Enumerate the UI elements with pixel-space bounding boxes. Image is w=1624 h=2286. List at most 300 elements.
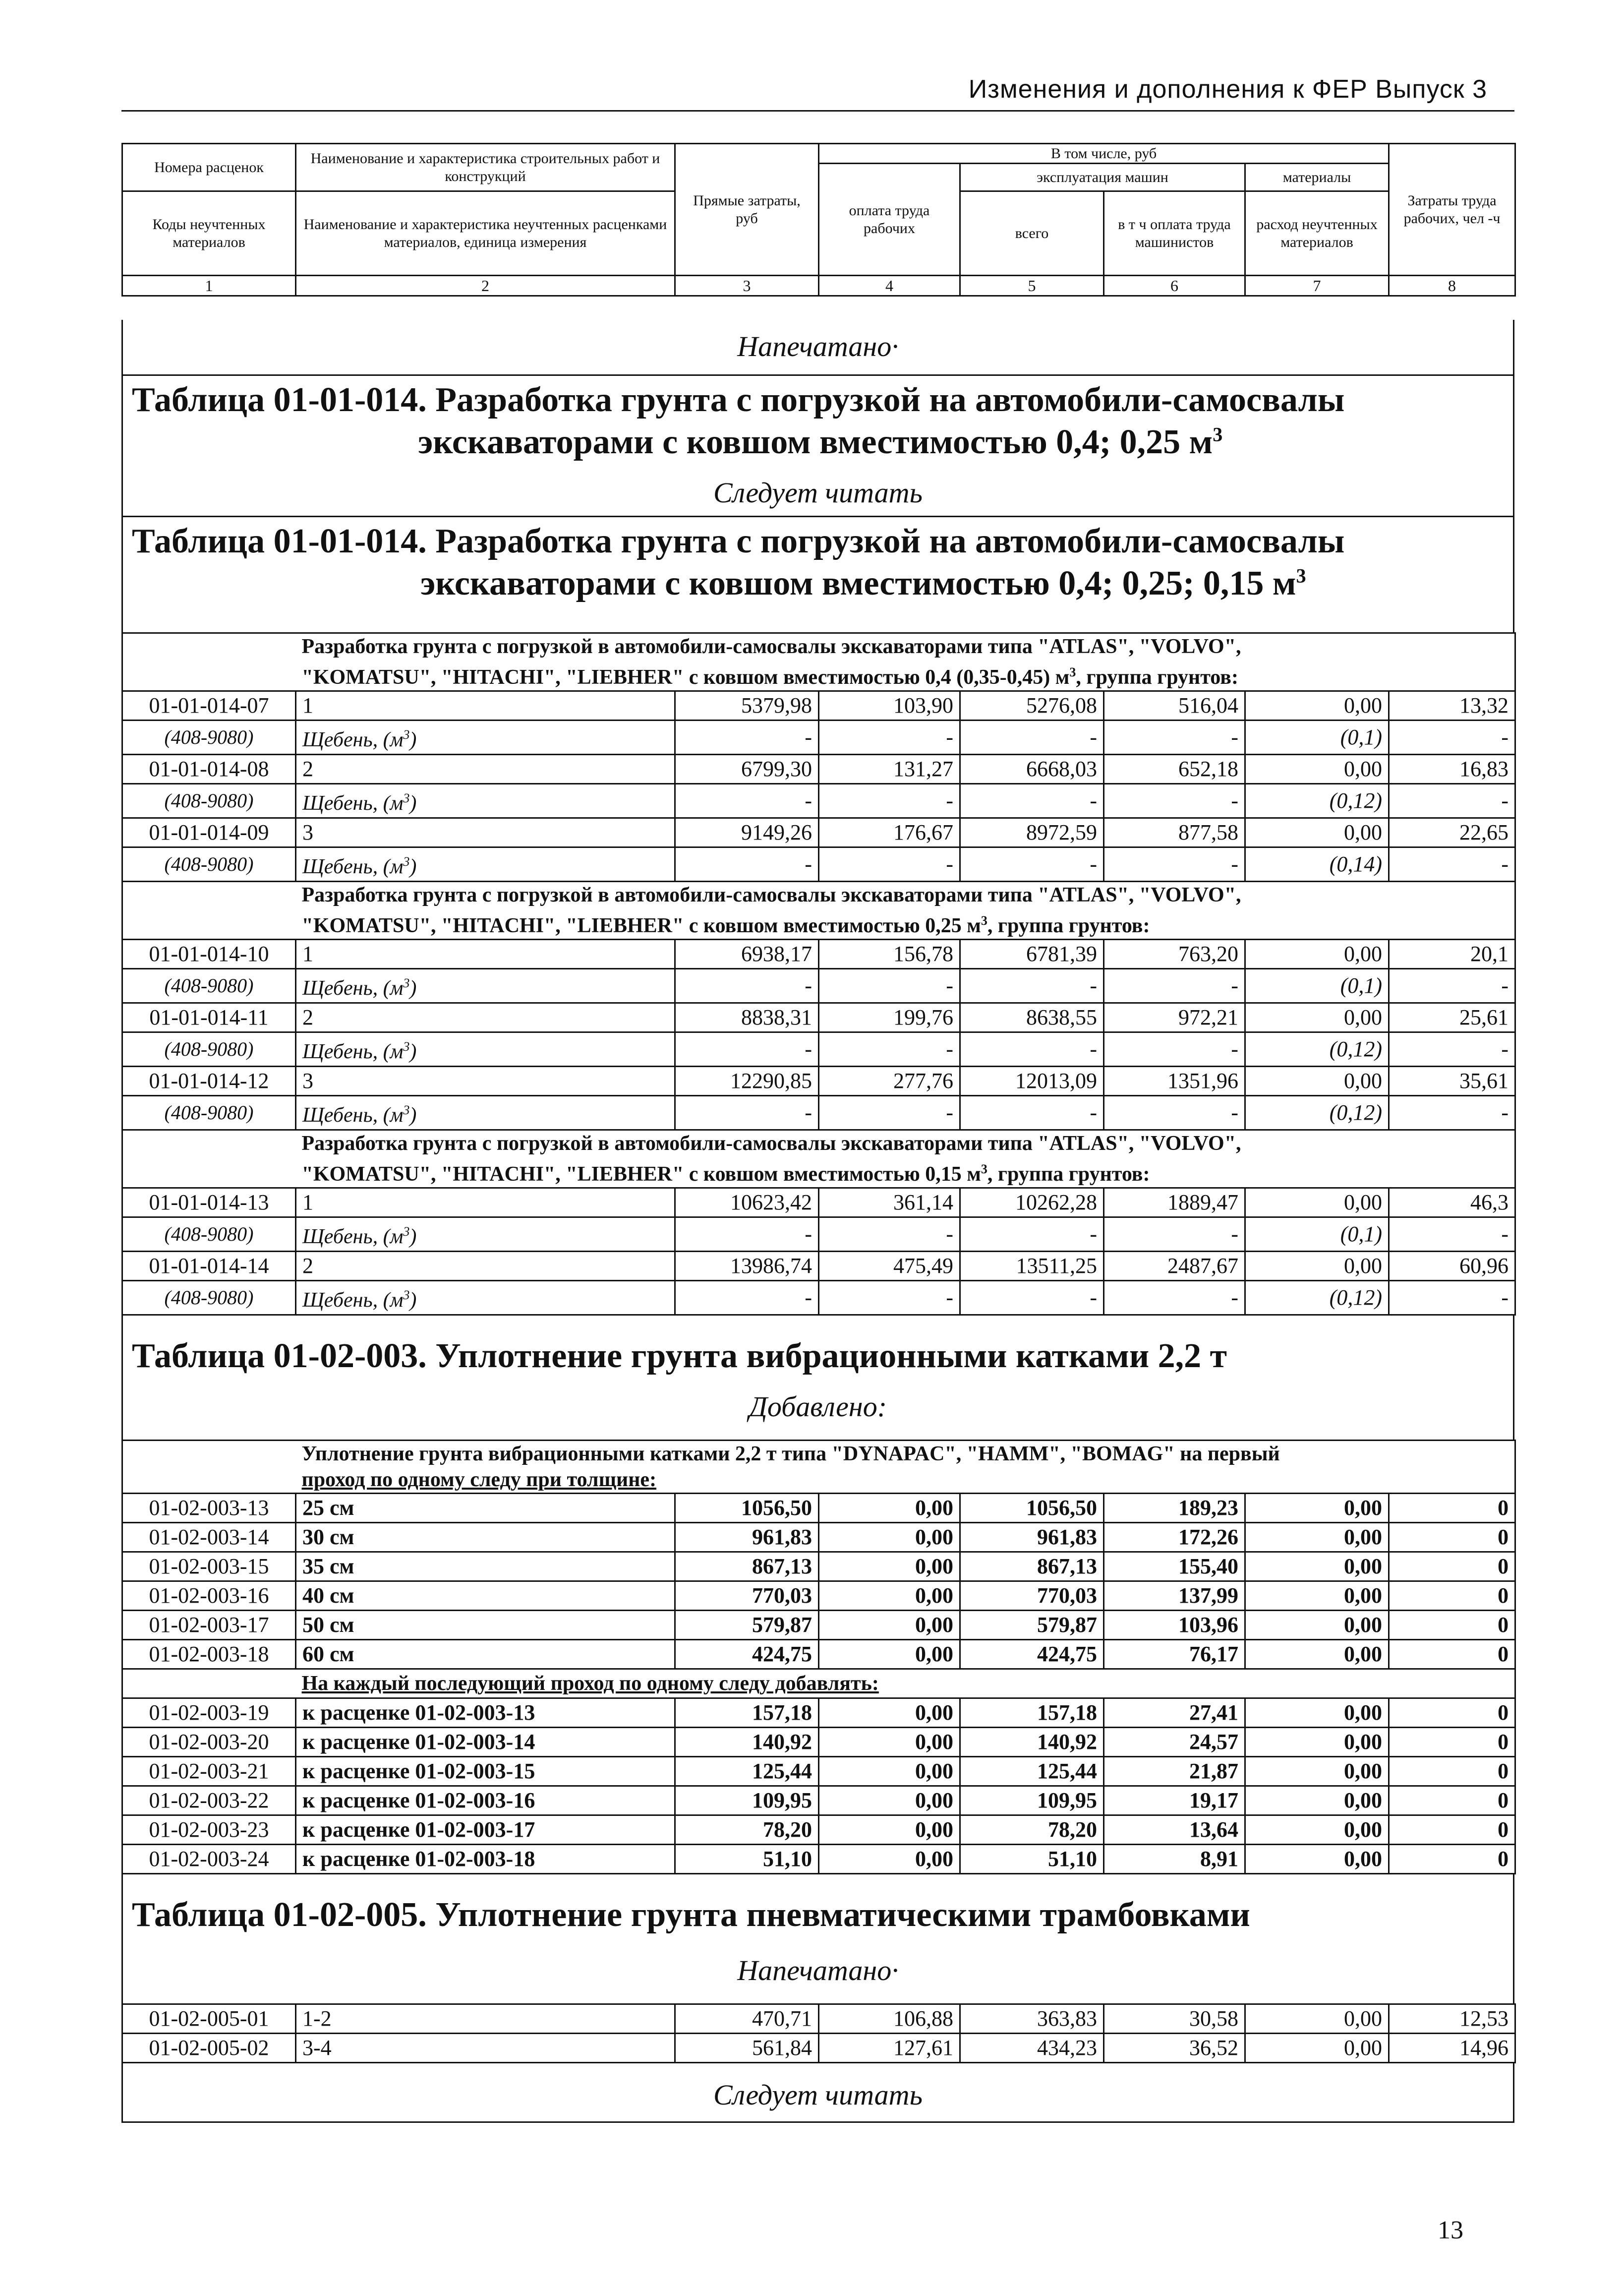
rate-name: 3-4 bbox=[296, 2034, 675, 2063]
value-c5: 363,83 bbox=[960, 2004, 1104, 2034]
value-c4: 0,00 bbox=[819, 1698, 960, 1728]
old-title-line-1: Таблица 01-01-014. Разработка грунта с погрузкой на автомобили-самосвалы bbox=[132, 381, 1345, 419]
table-row bbox=[122, 2034, 1515, 2063]
t3-title: Таблица 01-02-005. Уплотнение грунта пневматическими трамбовками bbox=[132, 1896, 1250, 1934]
value-c7: 0,00 bbox=[1245, 2004, 1389, 2034]
dash-cell: - bbox=[1104, 969, 1245, 1003]
value-c3: 5379,98 bbox=[675, 691, 819, 721]
material-code: (408-9080) bbox=[122, 784, 296, 818]
value-c5: 434,23 bbox=[960, 2034, 1104, 2063]
material-code: (408-9080) bbox=[122, 847, 296, 882]
blank-cell bbox=[122, 1441, 296, 1494]
value-c7: 0,00 bbox=[1245, 1640, 1389, 1669]
dash-cell: - bbox=[819, 969, 960, 1003]
value-c3: 10623,42 bbox=[675, 1188, 819, 1217]
value-c3: 961,83 bbox=[675, 1523, 819, 1552]
table-row bbox=[122, 1581, 1515, 1611]
value-c7: 0,00 bbox=[1245, 818, 1389, 847]
rate-code: 01-02-003-15 bbox=[122, 1552, 296, 1581]
table-row bbox=[122, 1494, 1515, 1523]
value-c7: 0,00 bbox=[1245, 1611, 1389, 1640]
header-group: В том числе, руб bbox=[819, 144, 1389, 164]
rate-name: 3 bbox=[296, 1067, 675, 1096]
rate-name: 50 см bbox=[296, 1611, 675, 1640]
material-code: (408-9080) bbox=[122, 721, 296, 755]
rate-code: 01-02-005-02 bbox=[122, 2034, 296, 2063]
value-c8: 12,53 bbox=[1389, 2004, 1515, 2034]
blank-cell bbox=[122, 633, 296, 691]
rate-name: 60 см bbox=[296, 1640, 675, 1669]
rate-code: 01-01-014-11 bbox=[122, 1003, 296, 1032]
value-c7: 0,00 bbox=[1245, 1581, 1389, 1611]
dash-cell: - bbox=[675, 1281, 819, 1315]
value-c4: 103,90 bbox=[819, 691, 960, 721]
value-c6: 76,17 bbox=[1104, 1640, 1245, 1669]
col-num: 1 bbox=[122, 276, 296, 296]
group-header-row bbox=[122, 1441, 1515, 1494]
value-c5: 8972,59 bbox=[960, 818, 1104, 847]
material-name: Щебень, $(м^3)$ bbox=[296, 1096, 675, 1130]
rate-name: 1 bbox=[296, 940, 675, 969]
section-t3-footer bbox=[121, 2063, 1514, 2123]
value-c3: 470,71 bbox=[675, 2004, 819, 2034]
value-c3: 6799,30 bbox=[675, 755, 819, 784]
value-c7: 0,00 bbox=[1245, 1252, 1389, 1281]
value-c5: 5276,08 bbox=[960, 691, 1104, 721]
value-c5: 961,83 bbox=[960, 1523, 1104, 1552]
value-c7: 0,00 bbox=[1245, 1552, 1389, 1581]
group-description: Разработка грунта с погрузкой в автомобили-самосвалы экскаваторами типа "ATLAS", "VOLVO", "KOMATSU", "HITACHI", "LIEBHER" с ковшом вместимостью 0,15 $м^3$, группа грунтов: bbox=[296, 1130, 1515, 1188]
value-c3: 770,03 bbox=[675, 1581, 819, 1611]
value-c4: 176,67 bbox=[819, 818, 960, 847]
value-c8: 0 bbox=[1389, 1698, 1515, 1728]
material-name: Щебень, $(м^3)$ bbox=[296, 784, 675, 818]
page-number: 13 bbox=[1438, 2216, 1463, 2244]
dash-cell: - bbox=[1104, 1281, 1245, 1315]
value-c4: 0,00 bbox=[819, 1757, 960, 1786]
section-t3-heading bbox=[121, 1874, 1514, 2003]
value-c3: 109,95 bbox=[675, 1786, 819, 1815]
value-c5: 770,03 bbox=[960, 1581, 1104, 1611]
group-header-row bbox=[122, 633, 1515, 691]
material-name: Щебень, $(м^3)$ bbox=[296, 1217, 675, 1252]
material-row bbox=[122, 1096, 1515, 1130]
dash-cell: - bbox=[1104, 1217, 1245, 1252]
rate-name: 2 bbox=[296, 1252, 675, 1281]
value-c6: 36,52 bbox=[1104, 2034, 1245, 2063]
header-rule bbox=[121, 110, 1514, 112]
value-c8: 14,96 bbox=[1389, 2034, 1515, 2063]
dash-cell: - bbox=[675, 1032, 819, 1067]
header-c7: расход неучтенных материалов bbox=[1245, 191, 1389, 276]
value-c4: 0,00 bbox=[819, 1786, 960, 1815]
dash-cell: - bbox=[1104, 847, 1245, 882]
material-row bbox=[122, 784, 1515, 818]
dash-cell: - bbox=[1104, 1032, 1245, 1067]
value-c8: 0 bbox=[1389, 1757, 1515, 1786]
value-c6: 972,21 bbox=[1104, 1003, 1245, 1032]
table-row bbox=[122, 818, 1515, 847]
value-c6: 21,87 bbox=[1104, 1757, 1245, 1786]
header-c1-bottom: Коды неучтенных материалов bbox=[122, 191, 296, 276]
header-c2-bottom: Наименование и характеристика неучтенных расценками материалов, единица измерения bbox=[296, 191, 675, 276]
value-c7: 0,00 bbox=[1245, 940, 1389, 969]
printed-label-2: Напечатано· bbox=[737, 1954, 899, 1986]
value-c7: 0,00 bbox=[1245, 1786, 1389, 1815]
table-row bbox=[122, 1003, 1515, 1032]
rate-code: 01-02-003-24 bbox=[122, 1845, 296, 1874]
col-num: 6 bbox=[1104, 276, 1245, 296]
dash-cell: - bbox=[819, 784, 960, 818]
value-c6: 30,58 bbox=[1104, 2004, 1245, 2034]
dash-cell: - bbox=[675, 1217, 819, 1252]
table-row bbox=[122, 1757, 1515, 1786]
group-header-row bbox=[122, 1130, 1515, 1188]
value-c4: 0,00 bbox=[819, 1815, 960, 1845]
value-c3: 867,13 bbox=[675, 1552, 819, 1581]
dash-cell: - bbox=[960, 784, 1104, 818]
rate-name: 25 см bbox=[296, 1494, 675, 1523]
rate-name: к расценке 01-02-003-17 bbox=[296, 1815, 675, 1845]
value-c8: 0 bbox=[1389, 1786, 1515, 1815]
dash-cell: - bbox=[960, 847, 1104, 882]
rate-name: к расценке 01-02-003-18 bbox=[296, 1845, 675, 1874]
value-c8: 13,32 bbox=[1389, 691, 1515, 721]
printed-label: Напечатано· bbox=[737, 330, 899, 362]
rate-name: к расценке 01-02-003-14 bbox=[296, 1728, 675, 1757]
value-c3: 51,10 bbox=[675, 1845, 819, 1874]
should-read-label: Следует читать bbox=[713, 477, 923, 509]
value-c7: 0,00 bbox=[1245, 1845, 1389, 1874]
value-c6: 1351,96 bbox=[1104, 1067, 1245, 1096]
material-consumption: (0,1) bbox=[1245, 1217, 1389, 1252]
value-c6: 13,64 bbox=[1104, 1815, 1245, 1845]
material-consumption: (0,1) bbox=[1245, 969, 1389, 1003]
rate-code: 01-02-003-19 bbox=[122, 1698, 296, 1728]
rate-name: 35 см bbox=[296, 1552, 675, 1581]
table-01-02-003 bbox=[121, 1440, 1516, 1874]
new-title-line-2: экскаваторами с ковшом вместимостью 0,4; 0,25; 0,15 $м^3$ bbox=[420, 564, 1306, 602]
running-header: Изменения и дополнения к ФЕР Выпуск 3 bbox=[968, 75, 1487, 104]
value-c4: 131,27 bbox=[819, 755, 960, 784]
material-row bbox=[122, 721, 1515, 755]
value-c4: 0,00 bbox=[819, 1611, 960, 1640]
rate-name: 40 см bbox=[296, 1581, 675, 1611]
value-c6: 103,96 bbox=[1104, 1611, 1245, 1640]
group-description: На каждый последующий проход по одному следу добавлять: bbox=[296, 1669, 1515, 1698]
blank-cell bbox=[122, 882, 296, 940]
dash-cell: - bbox=[1389, 1032, 1515, 1067]
value-c6: 2487,67 bbox=[1104, 1252, 1245, 1281]
material-name: Щебень, $(м^3)$ bbox=[296, 1281, 675, 1315]
value-c8: 0 bbox=[1389, 1523, 1515, 1552]
dash-cell: - bbox=[819, 1032, 960, 1067]
material-row bbox=[122, 1032, 1515, 1067]
col-num: 5 bbox=[960, 276, 1104, 296]
group-description: Разработка грунта с погрузкой в автомобили-самосвалы экскаваторами типа "ATLAS", "VOLVO", "KOMATSU", "HITACHI", "LIEBHER" с ковшом вместимостью 0,25 $м^3$, группа грунтов: bbox=[296, 882, 1515, 940]
dash-cell: - bbox=[675, 721, 819, 755]
table-row bbox=[122, 2004, 1515, 2034]
table-row bbox=[122, 1640, 1515, 1669]
value-c4: 0,00 bbox=[819, 1523, 960, 1552]
dash-cell: - bbox=[1389, 1281, 1515, 1315]
value-c3: 78,20 bbox=[675, 1815, 819, 1845]
col-num: 7 bbox=[1245, 276, 1389, 296]
dash-cell: - bbox=[960, 1032, 1104, 1067]
value-c7: 0,00 bbox=[1245, 691, 1389, 721]
value-c3: 9149,26 bbox=[675, 818, 819, 847]
rate-code: 01-02-003-20 bbox=[122, 1728, 296, 1757]
value-c7: 0,00 bbox=[1245, 1188, 1389, 1217]
value-c4: 156,78 bbox=[819, 940, 960, 969]
rate-code: 01-02-003-23 bbox=[122, 1815, 296, 1845]
header-c4: оплата труда рабочих bbox=[819, 164, 960, 276]
value-c4: 277,76 bbox=[819, 1067, 960, 1096]
col-num: 4 bbox=[819, 276, 960, 296]
material-consumption: (0,14) bbox=[1245, 847, 1389, 882]
value-c8: 25,61 bbox=[1389, 1003, 1515, 1032]
new-title-line-1: Таблица 01-01-014. Разработка грунта с погрузкой на автомобили-самосвалы bbox=[132, 522, 1345, 560]
value-c5: 140,92 bbox=[960, 1728, 1104, 1757]
dash-cell: - bbox=[819, 847, 960, 882]
material-consumption: (0,1) bbox=[1245, 721, 1389, 755]
rate-name: 1-2 bbox=[296, 2004, 675, 2034]
value-c3: 157,18 bbox=[675, 1698, 819, 1728]
dash-cell: - bbox=[1104, 784, 1245, 818]
dash-cell: - bbox=[819, 1096, 960, 1130]
value-c5: 10262,28 bbox=[960, 1188, 1104, 1217]
table-row bbox=[122, 1067, 1515, 1096]
dash-cell: - bbox=[819, 1281, 960, 1315]
value-c3: 561,84 bbox=[675, 2034, 819, 2063]
header-c5: всего bbox=[960, 191, 1104, 276]
rate-name: к расценке 01-02-003-15 bbox=[296, 1757, 675, 1786]
table-row bbox=[122, 1188, 1515, 1217]
dash-cell: - bbox=[1389, 721, 1515, 755]
value-c8: 0 bbox=[1389, 1815, 1515, 1845]
value-c7: 0,00 bbox=[1245, 1494, 1389, 1523]
value-c4: 106,88 bbox=[819, 2004, 960, 2034]
material-code: (408-9080) bbox=[122, 1281, 296, 1315]
table-row bbox=[122, 755, 1515, 784]
value-c3: 8838,31 bbox=[675, 1003, 819, 1032]
column-header-table bbox=[121, 143, 1516, 297]
rate-code: 01-02-003-17 bbox=[122, 1611, 296, 1640]
material-row bbox=[122, 1217, 1515, 1252]
rate-code: 01-02-003-18 bbox=[122, 1640, 296, 1669]
rate-code: 01-01-014-13 bbox=[122, 1188, 296, 1217]
old-title-line-2: экскаваторами с ковшом вместимостью 0,4; 0,25 $м^3$ bbox=[418, 423, 1223, 461]
rate-code: 01-02-003-13 bbox=[122, 1494, 296, 1523]
table-row bbox=[122, 1523, 1515, 1552]
value-c5: 109,95 bbox=[960, 1786, 1104, 1815]
rate-code: 01-01-014-14 bbox=[122, 1252, 296, 1281]
value-c5: 1056,50 bbox=[960, 1494, 1104, 1523]
rate-name: 3 bbox=[296, 818, 675, 847]
value-c3: 12290,85 bbox=[675, 1067, 819, 1096]
added-label: Добавлено: bbox=[749, 1390, 887, 1423]
rate-code: 01-02-003-14 bbox=[122, 1523, 296, 1552]
value-c6: 652,18 bbox=[1104, 755, 1245, 784]
value-c8: 46,3 bbox=[1389, 1188, 1515, 1217]
value-c8: 35,61 bbox=[1389, 1067, 1515, 1096]
value-c8: 22,65 bbox=[1389, 818, 1515, 847]
value-c4: 475,49 bbox=[819, 1252, 960, 1281]
dash-cell: - bbox=[1389, 847, 1515, 882]
header-c8: Затраты труда рабочих, чел -ч bbox=[1389, 144, 1515, 276]
material-name: Щебень, $(м^3)$ bbox=[296, 721, 675, 755]
dash-cell: - bbox=[675, 969, 819, 1003]
dash-cell: - bbox=[960, 1096, 1104, 1130]
value-c4: 0,00 bbox=[819, 1728, 960, 1757]
value-c5: 12013,09 bbox=[960, 1067, 1104, 1096]
rate-name: 1 bbox=[296, 1188, 675, 1217]
material-code: (408-9080) bbox=[122, 1217, 296, 1252]
rate-code: 01-01-014-12 bbox=[122, 1067, 296, 1096]
group-header-row bbox=[122, 882, 1515, 940]
table-row bbox=[122, 1815, 1515, 1845]
rate-code: 01-02-003-16 bbox=[122, 1581, 296, 1611]
value-c7: 0,00 bbox=[1245, 1698, 1389, 1728]
value-c8: 0 bbox=[1389, 1611, 1515, 1640]
value-c6: 877,58 bbox=[1104, 818, 1245, 847]
value-c3: 579,87 bbox=[675, 1611, 819, 1640]
header-c3: Прямые затраты, руб bbox=[675, 144, 819, 276]
value-c5: 125,44 bbox=[960, 1757, 1104, 1786]
table-row bbox=[122, 1552, 1515, 1581]
dash-cell: - bbox=[1389, 784, 1515, 818]
dash-cell: - bbox=[960, 721, 1104, 755]
value-c5: 579,87 bbox=[960, 1611, 1104, 1640]
rate-name: к расценке 01-02-003-16 bbox=[296, 1786, 675, 1815]
value-c7: 0,00 bbox=[1245, 1728, 1389, 1757]
value-c5: 51,10 bbox=[960, 1845, 1104, 1874]
rate-code: 01-02-005-01 bbox=[122, 2004, 296, 2034]
value-c6: 1889,47 bbox=[1104, 1188, 1245, 1217]
rate-name: к расценке 01-02-003-13 bbox=[296, 1698, 675, 1728]
section-t1-heading bbox=[121, 320, 1514, 632]
rate-code: 01-02-003-22 bbox=[122, 1786, 296, 1815]
material-code: (408-9080) bbox=[122, 1032, 296, 1067]
value-c5: 6781,39 bbox=[960, 940, 1104, 969]
value-c4: 0,00 bbox=[819, 1494, 960, 1523]
value-c8: 0 bbox=[1389, 1728, 1515, 1757]
value-c5: 13511,25 bbox=[960, 1252, 1104, 1281]
value-c5: 424,75 bbox=[960, 1640, 1104, 1669]
material-row bbox=[122, 847, 1515, 882]
rate-code: 01-02-003-21 bbox=[122, 1757, 296, 1786]
material-consumption: (0,12) bbox=[1245, 1032, 1389, 1067]
value-c7: 0,00 bbox=[1245, 1523, 1389, 1552]
value-c4: 0,00 bbox=[819, 1581, 960, 1611]
table-row bbox=[122, 1845, 1515, 1874]
group-description: Уплотнение грунта вибрационными катками 2,2 т типа "DYNAPAC", "HAMM", "BOMAG" на первый проход по одному следу при толщине: bbox=[296, 1441, 1515, 1494]
value-c5: 867,13 bbox=[960, 1552, 1104, 1581]
value-c6: 155,40 bbox=[1104, 1552, 1245, 1581]
section-t2-heading bbox=[121, 1316, 1514, 1440]
value-c4: 127,61 bbox=[819, 2034, 960, 2063]
header-materials: материалы bbox=[1245, 164, 1389, 191]
blank-cell bbox=[122, 1669, 296, 1698]
header-machines: эксплуатация машин bbox=[960, 164, 1245, 191]
value-c4: 0,00 bbox=[819, 1640, 960, 1669]
value-c4: 0,00 bbox=[819, 1552, 960, 1581]
value-c8: 0 bbox=[1389, 1494, 1515, 1523]
material-name: Щебень, $(м^3)$ bbox=[296, 969, 675, 1003]
material-consumption: (0,12) bbox=[1245, 1281, 1389, 1315]
value-c4: 0,00 bbox=[819, 1845, 960, 1874]
table-row bbox=[122, 1698, 1515, 1728]
rate-code: 01-01-014-10 bbox=[122, 940, 296, 969]
dash-cell: - bbox=[819, 721, 960, 755]
group-header-row bbox=[122, 1669, 1515, 1698]
value-c5: 6668,03 bbox=[960, 755, 1104, 784]
rate-code: 01-01-014-08 bbox=[122, 755, 296, 784]
header-c2-top: Наименование и характеристика строительных работ и конструкций bbox=[296, 144, 675, 191]
dash-cell: - bbox=[960, 1217, 1104, 1252]
rate-name: 1 bbox=[296, 691, 675, 721]
value-c6: 24,57 bbox=[1104, 1728, 1245, 1757]
header-c6: в т ч оплата труда машинистов bbox=[1104, 191, 1245, 276]
value-c8: 0 bbox=[1389, 1552, 1515, 1581]
value-c6: 8,91 bbox=[1104, 1845, 1245, 1874]
value-c6: 763,20 bbox=[1104, 940, 1245, 969]
table-01-02-005 bbox=[121, 2003, 1516, 2063]
dash-cell: - bbox=[960, 1281, 1104, 1315]
value-c3: 6938,17 bbox=[675, 940, 819, 969]
rate-name: 2 bbox=[296, 755, 675, 784]
dash-cell: - bbox=[1104, 721, 1245, 755]
dash-cell: - bbox=[1104, 1096, 1245, 1130]
value-c7: 0,00 bbox=[1245, 1003, 1389, 1032]
value-c8: 60,96 bbox=[1389, 1252, 1515, 1281]
value-c8: 0 bbox=[1389, 1581, 1515, 1611]
material-row bbox=[122, 1281, 1515, 1315]
value-c6: 137,99 bbox=[1104, 1581, 1245, 1611]
value-c4: 199,76 bbox=[819, 1003, 960, 1032]
material-row bbox=[122, 969, 1515, 1003]
blank-cell bbox=[122, 1130, 296, 1188]
value-c4: 361,14 bbox=[819, 1188, 960, 1217]
dash-cell: - bbox=[1389, 1096, 1515, 1130]
value-c7: 0,00 bbox=[1245, 1067, 1389, 1096]
value-c3: 140,92 bbox=[675, 1728, 819, 1757]
group-description: Разработка грунта с погрузкой в автомобили-самосвалы экскаваторами типа "ATLAS", "VOLVO", "KOMATSU", "HITACHI", "LIEBHER" с ковшом вместимостью 0,4 (0,35-0,45) $м^3$, группа грунтов: bbox=[296, 633, 1515, 691]
value-c6: 19,17 bbox=[1104, 1786, 1245, 1815]
table-row bbox=[122, 1611, 1515, 1640]
dash-cell: - bbox=[675, 784, 819, 818]
value-c6: 189,23 bbox=[1104, 1494, 1245, 1523]
table-row bbox=[122, 1252, 1515, 1281]
table-row bbox=[122, 940, 1515, 969]
dash-cell: - bbox=[1389, 969, 1515, 1003]
value-c3: 13986,74 bbox=[675, 1252, 819, 1281]
dash-cell: - bbox=[1389, 1217, 1515, 1252]
should-read-label-2: Следует читать bbox=[713, 2079, 923, 2111]
dash-cell: - bbox=[960, 969, 1104, 1003]
value-c6: 27,41 bbox=[1104, 1698, 1245, 1728]
table-row bbox=[122, 1786, 1515, 1815]
header-c1-top: Номера расценок bbox=[122, 144, 296, 191]
rate-code: 01-01-014-07 bbox=[122, 691, 296, 721]
material-name: Щебень, $(м^3)$ bbox=[296, 1032, 675, 1067]
value-c8: 16,83 bbox=[1389, 755, 1515, 784]
col-num: 2 bbox=[296, 276, 675, 296]
rate-name: 30 см bbox=[296, 1523, 675, 1552]
dash-cell: - bbox=[819, 1217, 960, 1252]
value-c8: 20,1 bbox=[1389, 940, 1515, 969]
t2-title: Таблица 01-02-003. Уплотнение грунта вибрационными катками 2,2 т bbox=[132, 1337, 1227, 1375]
